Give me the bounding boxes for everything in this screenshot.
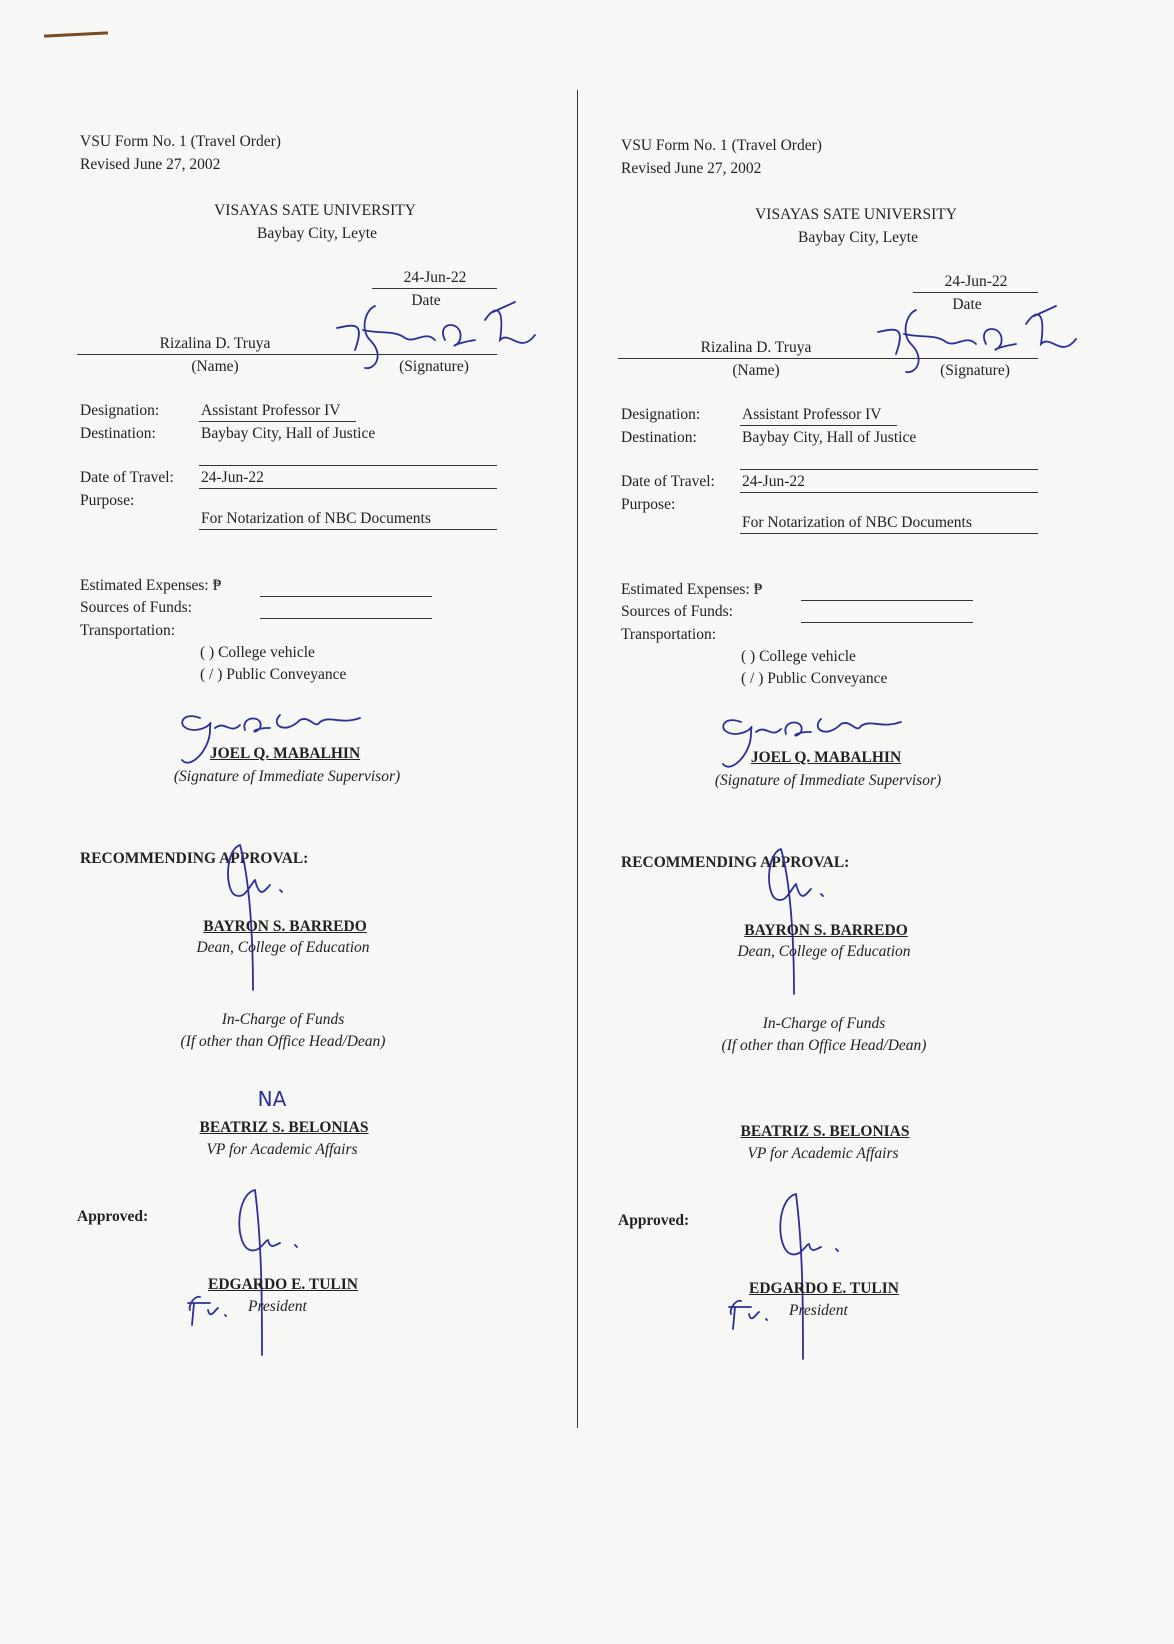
designation-label: Designation: bbox=[621, 406, 701, 423]
travel-date-label: Date of Travel: bbox=[80, 469, 174, 486]
supervisor-title: (Signature of Immediate Supervisor) bbox=[173, 768, 401, 785]
dean-name: BAYRON S. BARREDO bbox=[203, 918, 367, 935]
designation-value: Assistant Professor IV bbox=[742, 406, 882, 423]
recommending-approval-label: RECOMMENDING APPROVAL: bbox=[621, 854, 850, 871]
travel-date-line bbox=[199, 488, 497, 489]
travel-order-right bbox=[541, 4, 1101, 1644]
university-city: Baybay City, Leyte bbox=[257, 225, 377, 242]
recommending-approval-label: RECOMMENDING APPROVAL: bbox=[80, 850, 309, 867]
destination-label: Destination: bbox=[80, 425, 156, 442]
na-mark: NA bbox=[257, 1087, 287, 1111]
president-signature bbox=[721, 1189, 861, 1369]
date-label: Date bbox=[411, 292, 441, 309]
funds-label: Sources of Funds: bbox=[621, 603, 733, 620]
president-name: EDGARDO E. TULIN bbox=[207, 1276, 359, 1293]
date-line bbox=[913, 292, 1038, 293]
vp-name: BEATRIZ S. BELONIAS bbox=[740, 1123, 910, 1140]
funds-incharge-note: (If other than Office Head/Dean) bbox=[180, 1033, 386, 1050]
expenses-line bbox=[801, 600, 973, 601]
supervisor-name: JOEL Q. MABALHIN bbox=[209, 745, 361, 762]
university-city: Baybay City, Leyte bbox=[798, 229, 918, 246]
purpose-line bbox=[199, 529, 497, 530]
vp-title: VP for Academic Affairs bbox=[747, 1145, 899, 1162]
designation-value: Assistant Professor IV bbox=[201, 402, 341, 419]
designation-line bbox=[740, 425, 897, 426]
designation-label: Designation: bbox=[80, 402, 160, 419]
vp-name: BEATRIZ S. BELONIAS bbox=[199, 1119, 369, 1136]
destination-line bbox=[740, 469, 1038, 470]
purpose-value: For Notarization of NBC Documents bbox=[742, 514, 972, 531]
university-name: VISAYAS SATE UNIVERSITY bbox=[214, 202, 416, 219]
applicant-signature bbox=[335, 300, 545, 375]
destination-value: Baybay City, Hall of Justice bbox=[742, 429, 917, 446]
president-title: President bbox=[789, 1302, 848, 1319]
funds-incharge-note: (If other than Office Head/Dean) bbox=[721, 1037, 927, 1054]
purpose-line bbox=[740, 533, 1038, 534]
expenses-label: Estimated Expenses: ₱ bbox=[80, 577, 222, 594]
travel-date-line bbox=[740, 492, 1038, 493]
applicant-signature bbox=[876, 304, 1086, 379]
name-label: (Name) bbox=[732, 362, 780, 379]
dean-name: BAYRON S. BARREDO bbox=[744, 922, 908, 939]
funds-label: Sources of Funds: bbox=[80, 599, 192, 616]
form-number: VSU Form No. 1 (Travel Order) bbox=[621, 137, 822, 154]
president-title: President bbox=[248, 1298, 307, 1315]
travel-date-value: 24-Jun-22 bbox=[742, 473, 805, 490]
purpose-value: For Notarization of NBC Documents bbox=[201, 510, 431, 527]
college-vehicle-option: ( ) College vehicle bbox=[741, 648, 856, 665]
president-signature bbox=[180, 1185, 320, 1365]
destination-label: Destination: bbox=[621, 429, 697, 446]
destination-line bbox=[199, 465, 497, 466]
form-number: VSU Form No. 1 (Travel Order) bbox=[80, 133, 281, 150]
president-name: EDGARDO E. TULIN bbox=[748, 1280, 900, 1297]
transportation-label: Transportation: bbox=[80, 622, 176, 639]
purpose-label: Purpose: bbox=[621, 496, 676, 513]
public-conveyance-option: ( / ) Public Conveyance bbox=[200, 666, 347, 683]
funds-incharge-title: In-Charge of Funds bbox=[762, 1015, 886, 1032]
expenses-label: Estimated Expenses: ₱ bbox=[621, 581, 763, 598]
signature-label: (Signature) bbox=[940, 362, 1010, 379]
transportation-label: Transportation: bbox=[621, 626, 717, 643]
dean-title: Dean, College of Education bbox=[737, 943, 911, 960]
name-label: (Name) bbox=[191, 358, 239, 375]
name-value: Rizalina D. Truya bbox=[159, 335, 271, 352]
funds-line bbox=[801, 622, 973, 623]
date-value: 24-Jun-22 bbox=[403, 269, 467, 286]
university-name: VISAYAS SATE UNIVERSITY bbox=[755, 206, 957, 223]
supervisor-name: JOEL Q. MABALHIN bbox=[750, 749, 902, 766]
designation-line bbox=[199, 421, 356, 422]
funds-incharge-title: In-Charge of Funds bbox=[221, 1011, 345, 1028]
revised-date: Revised June 27, 2002 bbox=[621, 160, 762, 177]
funds-line bbox=[260, 618, 432, 619]
approved-label: Approved: bbox=[618, 1212, 690, 1229]
expenses-line bbox=[260, 596, 432, 597]
date-line bbox=[372, 288, 497, 289]
signature-label: (Signature) bbox=[399, 358, 469, 375]
purpose-label: Purpose: bbox=[80, 492, 135, 509]
travel-date-value: 24-Jun-22 bbox=[201, 469, 264, 486]
travel-order-left bbox=[0, 0, 560, 1640]
destination-value: Baybay City, Hall of Justice bbox=[201, 425, 376, 442]
supervisor-title: (Signature of Immediate Supervisor) bbox=[714, 772, 942, 789]
date-value: 24-Jun-22 bbox=[944, 273, 1008, 290]
college-vehicle-option: ( ) College vehicle bbox=[200, 644, 315, 661]
name-value: Rizalina D. Truya bbox=[700, 339, 812, 356]
travel-date-label: Date of Travel: bbox=[621, 473, 715, 490]
public-conveyance-option: ( / ) Public Conveyance bbox=[741, 670, 888, 687]
revised-date: Revised June 27, 2002 bbox=[80, 156, 221, 173]
approved-label: Approved: bbox=[77, 1208, 149, 1225]
dean-title: Dean, College of Education bbox=[196, 939, 370, 956]
vp-title: VP for Academic Affairs bbox=[206, 1141, 358, 1158]
date-label: Date bbox=[952, 296, 982, 313]
